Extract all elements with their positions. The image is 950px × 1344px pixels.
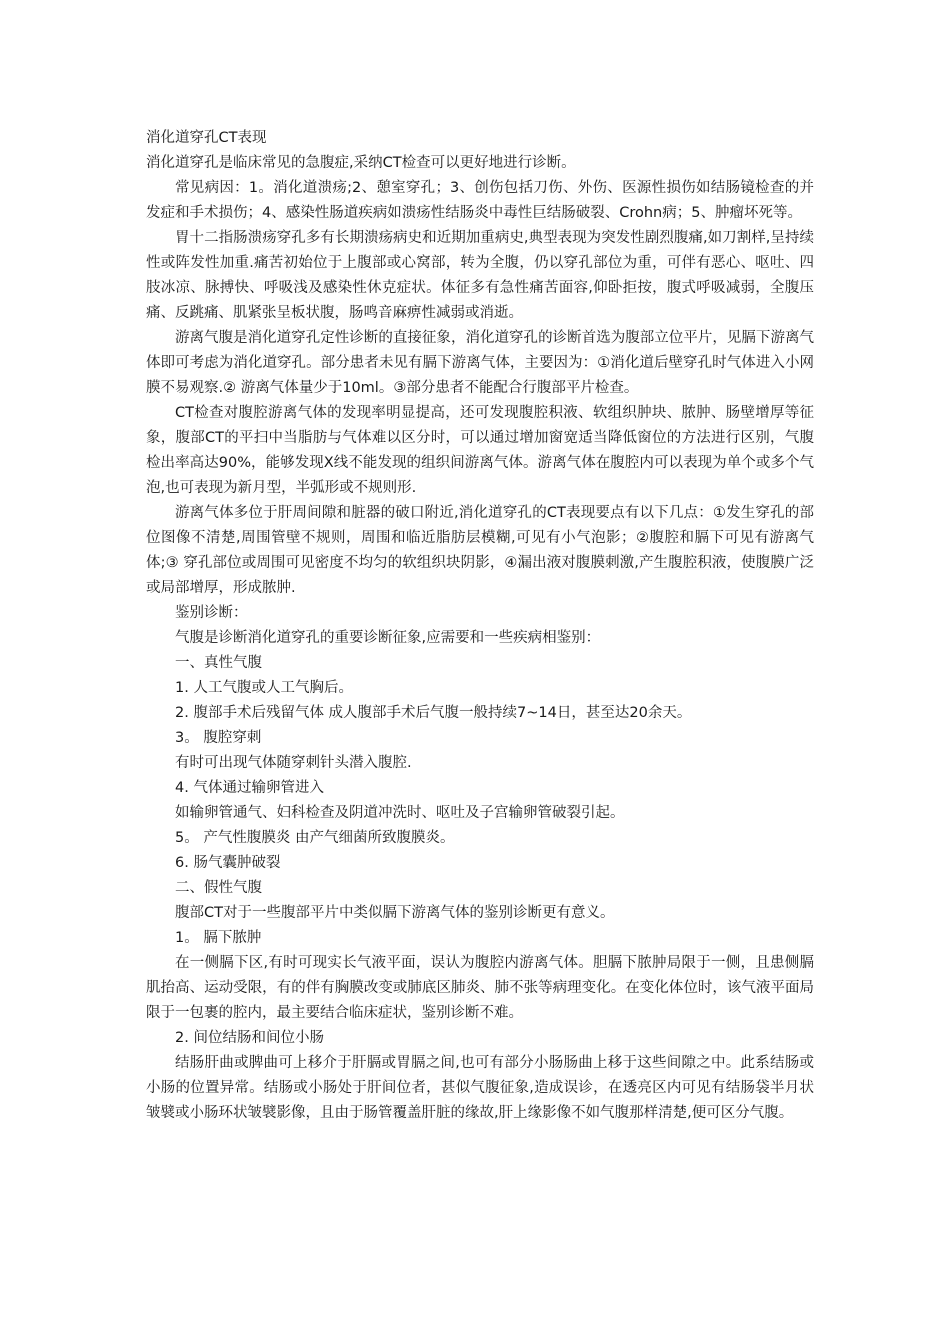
paragraph: 结肠肝曲或脾曲可上移介于肝膈或胃膈之间,也可有部分小肠肠曲上移于这些间隙之中。此系结肠或小肠的位置异常。结肠或小肠处于肝间位者，甚似气腹征象,造成误诊，在透亮区内可见有结肠袋半月状皱襞或小肠环状皱襞影像，且由于肠管覆盖肝脏的缘故,肝上缘影像不如气腹那样清楚,便可区分气腹。	[146, 1055, 814, 1121]
paragraph: 如输卵管通气、妇科检查及阴道冲洗时、呕吐及子宫输卵管破裂引起。	[175, 805, 625, 821]
paragraph: 胃十二指肠溃疡穿孔多有长期溃疡病史和近期加重病史,典型表现为突发性剧烈腹痛,如刀割样,呈持续性或阵发性加重.痛苦初始位于上腹部或心窝部，转为全腹，仍以穿孔部位为重，可伴有恶心、呕吐、四肢冰凉、脉搏快、呼吸浅及感染性休克症状。体征多有急性痛苦面容,仰卧拒按，腹式呼吸减弱，全腹压痛、反跳痛、肌紧张呈板状腹，肠鸣音麻痹性减弱或消逝。	[146, 230, 814, 321]
paragraph: 游离气体多位于肝周间隙和脏器的破口附近,消化道穿孔的CT表现要点有以下几点：①发生穿孔的部位图像不清楚,周围管壁不规则，周围和临近脂肪层模糊,可见有小气泡影；②腹腔和膈下可见有游离气体;③ 穿孔部位或周围可见密度不均匀的软组织块阴影，④漏出液对腹膜刺激,产生腹腔积液，使腹膜广泛或局部增厚，形成脓肿.	[146, 505, 814, 596]
paragraph: 有时可出现气体随穿刺针头潜入腹腔.	[175, 755, 412, 771]
section-heading: 鉴别诊断：	[175, 605, 248, 621]
document-page	[146, 126, 814, 1126]
paragraph: 游离气腹是消化道穿孔定性诊断的直接征象，消化道穿孔的诊断首选为腹部立位平片，见膈下游离气体即可考虑为消化道穿孔。部分患者未见有膈下游离气体，主要因为：①消化道后壁穿孔时气体进入小网膜不易观察.② 游离气体量少于10ml。③部分患者不能配合行腹部平片检查。	[146, 330, 814, 396]
list-item: 1。 膈下脓肿	[175, 930, 262, 946]
list-item: 6. 肠气囊肿破裂	[175, 855, 281, 871]
list-item: 4. 气体通过输卵管进入	[175, 780, 324, 796]
paragraph: 在一侧膈下区,有时可现实长气液平面，误认为腹腔内游离气体。胆膈下脓肿局限于一侧，且患侧膈肌抬高、运动受限，有的伴有胸膜改变或肺底区肺炎、肺不张等病理变化。在变化体位时，该气液平面局限于一包裹的腔内，最主要结合临床症状，鉴别诊断不难。	[146, 955, 814, 1021]
paragraph: 常见病因：1。消化道溃疡;2、憩室穿孔；3、创伤包括刀伤、外伤、医源性损伤如结肠镜检查的并发症和手术损伤；4、感染性肠道疾病如溃疡性结肠炎中毒性巨结肠破裂、Crohn病；5、肿瘤坏死等。	[146, 180, 814, 221]
paragraph: 气腹是诊断消化道穿孔的重要诊断征象,应需要和一些疾病相鉴别：	[175, 630, 601, 646]
section-heading: 一、真性气腹	[175, 655, 262, 671]
list-item: 2. 腹部手术后残留气体 成人腹部手术后气腹一般持续7~14日，甚至达20余天。	[175, 705, 692, 721]
paragraph: 消化道穿孔是临床常见的急腹症,采纳CT检查可以更好地进行诊断。	[146, 155, 576, 171]
list-item: 2. 间位结肠和间位小肠	[175, 1030, 324, 1046]
list-item: 3。 腹腔穿刺	[175, 730, 262, 746]
document-title: 消化道穿孔CT表现	[146, 130, 267, 146]
list-item: 1. 人工气腹或人工气胸后。	[175, 680, 353, 696]
list-item: 5。 产气性腹膜炎 由产气细菌所致腹膜炎。	[175, 830, 455, 846]
paragraph: 腹部CT对于一些腹部平片中类似膈下游离气体的鉴别诊断更有意义。	[175, 905, 615, 921]
section-heading: 二、假性气腹	[175, 880, 262, 896]
paragraph: CT检查对腹腔游离气体的发现率明显提高，还可发现腹腔积液、软组织肿块、脓肿、肠壁增厚等征象，腹部CT的平扫中当脂肪与气体难以区分时，可以通过增加窗宽适当降低窗位的方法进行区别，气腹检出率高达90%，能够发现X线不能发现的组织间游离气体。游离气体在腹腔内可以表现为单个或多个气泡,也可表现为新月型，半弧形或不规则形.	[146, 405, 814, 496]
